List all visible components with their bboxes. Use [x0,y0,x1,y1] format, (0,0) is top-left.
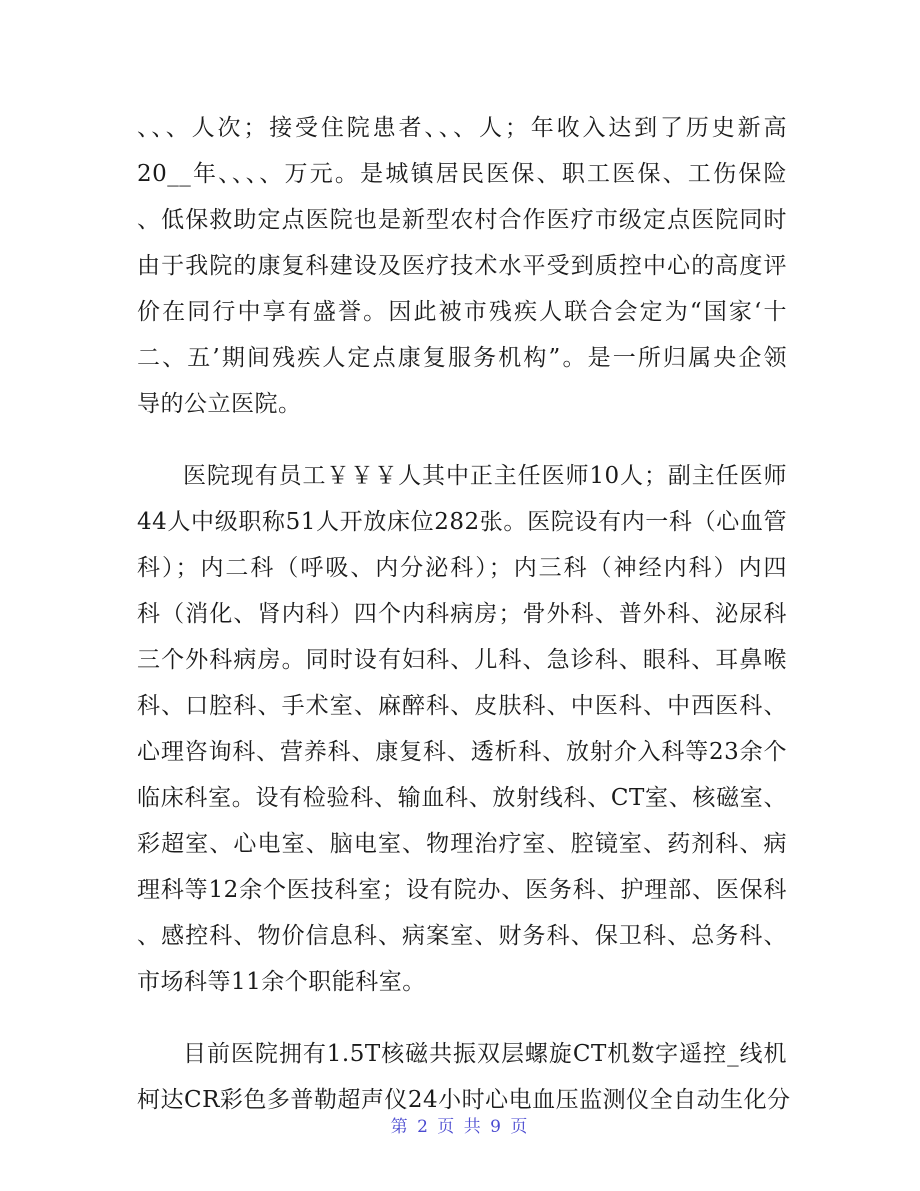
text-line: 三个外科病房。同时设有妇科、儿科、急诊科、眼科、耳鼻喉 [137,647,787,673]
paragraph-3 [137,1031,791,1123]
text-line: 市场科等11余个职能科室。 [137,969,426,995]
paragraph-1 [137,105,787,427]
text-line: 理科等12余个医技科室；设有院办、医务科、护理部、医保科 [137,877,787,903]
text-line: 导的公立医院。 [137,391,302,417]
paragraph-2 [137,453,787,1005]
text-line: 目前医院拥有1.5T核磁共振双层螺旋CT机数字遥控_线机 [183,1041,787,1067]
text-line: 彩超室、心电室、脑电室、物理治疗室、腔镜室、药剂科、病 [137,831,787,857]
text-line: 科、口腔科、手术室、麻醉科、皮肤科、中医科、中西医科、 [137,693,787,719]
text-line: 44人中级职称51人开放床位282张。医院设有内一科（心血管 [137,509,787,535]
text-line: 柯达CR彩色多普勒超声仪24小时心电血压监测仪全自动生化分 [137,1087,791,1113]
text-line: 、感控科、物价信息科、病案室、财务科、保卫科、总务科、 [137,923,787,949]
text-line: 科（消化、肾内科）四个内科病房；骨外科、普外科、泌尿科 [137,601,787,627]
text-line: 、、、人次；接受住院患者、、、人；年收入达到了历史新高 [137,115,787,141]
text-line: 价在同行中享有盛誉。因此被市残疾人联合会定为“国家‘十 [137,299,787,325]
text-line: 临床科室。设有检验科、输血科、放射线科、CT室、核磁室、 [137,785,787,811]
text-line: 医院现有员工￥￥￥人其中正主任医师10人；副主任医师 [183,463,787,489]
paragraph-gap [137,427,787,453]
document-body [137,105,791,1123]
text-line: 由于我院的康复科建设及医疗技术水平受到质控中心的高度评 [137,253,787,279]
page-number-footer: 第 2 页 共 9 页 [390,1117,530,1137]
text-line: 心理咨询科、营养科、康复科、透析科、放射介入科等23余个 [137,739,787,765]
text-line: 20__年、、、、万元。是城镇居民医保、职工医保、工伤保险 [137,161,787,187]
text-line: 、低保救助定点医院也是新型农村合作医疗市级定点医院同时 [137,207,787,233]
paragraph-gap [137,1005,787,1031]
text-line: 科）；内二科（呼吸、内分泌科）；内三科（神经内科）内四 [137,555,787,581]
text-line: 二、五’期间残疾人定点康复服务机构”。是一所归属央企领 [137,345,787,371]
